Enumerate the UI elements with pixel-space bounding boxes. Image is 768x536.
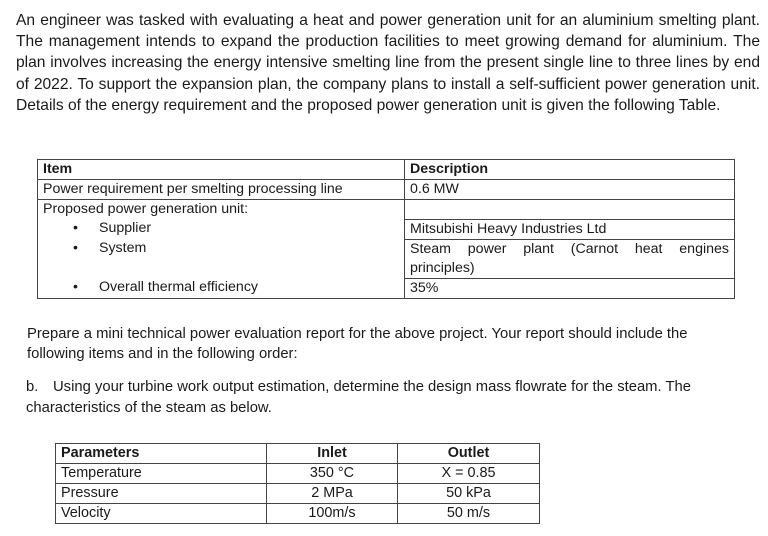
table-row — [38, 180, 735, 200]
item-label: b. — [26, 379, 39, 395]
intro-paragraph: An engineer was tasked with evaluating a heat and power generation unit for an aluminium smelting plant. The management intends to expand the production facilities to meet growing demand for aluminium. The plan involves increasing the energy intensive smelting line from the present single line to three lines by end of 2022. To support the expansion plan, the company plans to install a self-sufficient power generation unit. Details of the energy requirement and the proposed power generation unit is given the following Table. — [16, 12, 760, 114]
inlet-cell: 100m/s — [267, 504, 398, 524]
description-cell: Mitsubishi Heavy Industries Ltd — [405, 219, 735, 239]
question-item-b — [26, 377, 726, 419]
bullet-icon: • — [73, 279, 78, 295]
table-row — [38, 239, 735, 278]
parameter-cell: Temperature — [56, 464, 267, 484]
instructions-paragraph: Prepare a mini technical power evaluation report for the above project. Your report should include the following items and in the following order: — [27, 326, 688, 362]
description-cell: Steam power plant (Carnot heat engines principles) — [405, 239, 735, 278]
steam-characteristics-table — [55, 443, 540, 524]
item-text: Using your turbine work output estimation, determine the design mass flowrate for the steam. The characteristics of the steam as below. — [26, 379, 691, 416]
parameter-cell: Velocity — [56, 504, 267, 524]
bullet-icon: • — [73, 240, 78, 256]
item-cell — [38, 239, 405, 278]
table-row — [56, 464, 540, 484]
item-cell — [38, 278, 405, 298]
item-cell: Power requirement per smelting processing line — [38, 180, 405, 200]
outlet-cell: 50 kPa — [398, 484, 540, 504]
table-header-row — [38, 160, 735, 180]
description-header: Description — [405, 160, 735, 180]
table-row — [56, 484, 540, 504]
description-cell — [405, 200, 735, 220]
description-cell: 0.6 MW — [405, 180, 735, 200]
table-row — [38, 278, 735, 298]
parameter-cell: Pressure — [56, 484, 267, 504]
item-header: Item — [38, 160, 405, 180]
inlet-header: Inlet — [267, 444, 398, 464]
bullet-icon: • — [73, 220, 78, 236]
item-cell: Proposed power generation unit: — [38, 200, 405, 220]
table-row — [38, 200, 735, 220]
inlet-cell: 350 °C — [267, 464, 398, 484]
parameters-header: Parameters — [56, 444, 267, 464]
item-label: System — [99, 240, 147, 256]
outlet-header: Outlet — [398, 444, 540, 464]
table-header-row — [56, 444, 540, 464]
outlet-cell: 50 m/s — [398, 504, 540, 524]
table-row — [56, 504, 540, 524]
inlet-cell: 2 MPa — [267, 484, 398, 504]
outlet-cell: X = 0.85 — [398, 464, 540, 484]
table-row — [38, 219, 735, 239]
item-label: Overall thermal efficiency — [99, 279, 259, 295]
power-unit-table — [37, 159, 735, 299]
description-cell: 35% — [405, 278, 735, 298]
item-cell — [38, 219, 405, 239]
item-label: Supplier — [99, 220, 152, 236]
